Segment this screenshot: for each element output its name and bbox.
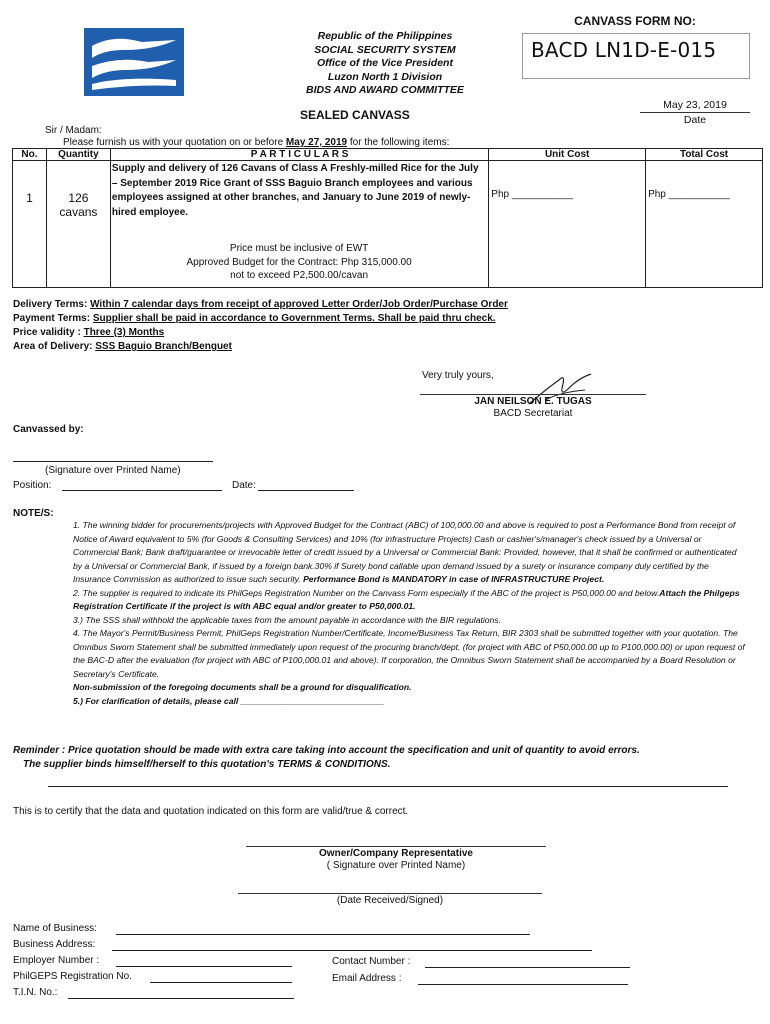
owner-signature-block[interactable]	[246, 846, 546, 872]
tin-label: T.I.N. No.:	[13, 987, 58, 998]
header-line: Luzon North 1 Division	[327, 70, 443, 83]
col-header-unit-cost: Unit Cost	[489, 149, 646, 161]
items-table	[12, 148, 763, 288]
furnish-instruction	[63, 137, 449, 148]
form-date-label: Date	[640, 112, 750, 126]
reminder-line-1: Reminder : Price quotation should be made with extra care taking into account the specification and unit of quantity to avoid errors.	[13, 745, 640, 756]
item-no: 1	[13, 161, 47, 288]
price-validity-label: Price validity :	[13, 327, 84, 338]
quantity-unit: cavans	[59, 205, 98, 219]
reminder-line-2: The supplier binds himself/herself to this quotation's TERMS & CONDITIONS.	[23, 759, 391, 770]
business-address-field[interactable]	[112, 950, 592, 951]
position-field[interactable]	[62, 490, 222, 491]
divider	[48, 786, 728, 787]
particulars-text: Supply and delivery of 126 Cavans of Class A Freshly-milled Rice for the July – September 2019 Rice Grant of SSS Baguio Branch employees and various employees assigned at other branches, and January to June 2019 of newly-hired employee.	[111, 163, 479, 218]
note-5: 5.) For clarification of details, please call ______________________________	[73, 695, 385, 706]
note-2-text: 2. The supplier is required to indicate its PhilGeps Registration Number on the Canvass Form especially if the ABC of the project is P50,000.00 and below.	[73, 587, 660, 598]
reminder	[13, 744, 753, 772]
note-1-text: 1. The winning bidder for procurements/projects with Approved Budget for the Contract (ABC) of 100,000.00 and above is required to post a Performance Bond from receipt of Notice of Award equivalent to 5% (for Goods & Consulting Services) and 10% (for infrastructure Projects) Cash or cashier's/manager's check issued by a Universal or Commercial Bank; Bank draft/guarantee or irrevocable letter of credit issued by a Universal or Commercial Bank: Provided, however, that it shall be confirmed or authenticated by a Universal or Commercial Bank, if issued by a foreign bank.30% if Surety bond callable upon demand issued by a surety or insurance company duly certified by the Insurance Commission as authorized to issue such security.	[73, 520, 737, 584]
ewt-note: Price must be inclusive of EWT	[229, 243, 369, 254]
deadline-date: May 27, 2019	[285, 137, 348, 148]
position-label: Position:	[13, 480, 52, 491]
canvass-form-no: BACD LN1D-E-015	[522, 33, 750, 79]
sealed-canvass-title: SEALED CANVASS	[300, 108, 410, 122]
unit-cost-field[interactable]: Php ___________	[489, 161, 646, 288]
sss-logo	[84, 28, 184, 96]
header-line: Republic of the Philippines	[317, 30, 453, 42]
philgeps-label: PhilGEPS Registration No.	[13, 971, 132, 982]
notes-list	[73, 519, 745, 708]
note-4: 4. The Mayor's Permit/Business Permit, PhilGeps Registration Number/Certificate, Income/Business Tax Return, BIR 2303 shall be submitted together with your quotation. The Omnibus Sworn Statement shall be submitted immediately upon request of the procuring branch/dept. (for project with ABC of P50,000.00 up to P100,000.00) or upon request of the BAC-D after the evaluation (for project with ABC of P100,000.01 and above). If corporation, the Omnibus Sworn Statement shall be accompanied by a Board Resolution or Secretary's Certificate.	[73, 628, 745, 679]
particulars-notes	[112, 242, 486, 287]
note-nonsubmission: Non-submission of the foregoing documents shall be a ground for disqualification.	[73, 682, 412, 692]
signature-caption: (Signature over Printed Name)	[45, 465, 181, 476]
closing: Very truly yours,	[422, 370, 494, 381]
furnish-post: for the following items:	[347, 137, 450, 148]
canvass-form-no-label: CANVASS FORM NO:	[574, 14, 696, 28]
canvasser-signature-line[interactable]	[13, 461, 213, 462]
form-date: May 23, 2019	[663, 99, 727, 111]
item-particulars	[110, 161, 488, 288]
email-address-label: Email Address :	[332, 973, 402, 984]
business-address-label: Business Address:	[13, 939, 96, 950]
col-header-particulars: P A R T I C U L A R S	[110, 149, 488, 161]
note-3: 3.) The SSS shall withhold the applicable taxes from the amount payable in accordance with the BIR regulations.	[73, 614, 502, 625]
header-line: BIDS AND AWARD COMMITTEE	[306, 84, 464, 96]
contact-number-label: Contact Number :	[332, 956, 411, 967]
salutation: Sir / Madam:	[45, 125, 102, 136]
signatory-position: BACD Secretariat	[493, 408, 573, 419]
delivery-terms-value: Within 7 calendar days from receipt of approved Letter Order/Job Order/Purchase Order	[90, 299, 508, 310]
furnish-pre: Please furnish us with your quotation on or before	[63, 137, 286, 148]
signatory-name: JAN NEILSON E. TUGAS	[420, 394, 646, 407]
area-of-delivery	[13, 340, 508, 354]
payment-terms	[13, 312, 508, 326]
table-row	[13, 161, 763, 288]
canvass-date-label: Date:	[232, 480, 256, 491]
col-header-total-cost: Total Cost	[646, 149, 763, 161]
header-line: Office of the Vice President	[317, 57, 453, 69]
notes-title: NOTE/S:	[13, 508, 54, 519]
note-1-emphasis: Performance Bond is MANDATORY in case of INFRASTRUCTURE Project.	[303, 574, 605, 584]
col-header-quantity: Quantity	[46, 149, 110, 161]
business-name-field[interactable]	[116, 934, 530, 935]
employer-number-label: Employer Number :	[13, 955, 100, 966]
area-of-delivery-value: SSS Baguio Branch/Benguet	[95, 341, 232, 352]
business-name-label: Name of Business:	[13, 923, 97, 934]
owner-title: Owner/Company Representative	[319, 848, 473, 859]
philgeps-field[interactable]	[150, 982, 292, 983]
item-quantity	[46, 161, 110, 288]
cap-note: not to exceed P2,500.00/cavan	[230, 270, 369, 281]
note-1	[73, 519, 745, 587]
tin-field[interactable]	[68, 998, 294, 999]
owner-caption: ( Signature over Printed Name)	[326, 860, 466, 871]
quantity-value: 126	[68, 191, 89, 205]
employer-number-field[interactable]	[116, 966, 292, 967]
email-address-field[interactable]	[418, 984, 628, 985]
price-validity	[13, 326, 508, 340]
table-header-row	[13, 149, 763, 161]
price-validity-value: Three (3) Months	[83, 327, 165, 338]
payment-terms-value: Supplier shall be paid in accordance to Government Terms. Shall be paid thru check.	[92, 313, 496, 324]
note-2	[73, 587, 745, 614]
header-line: SOCIAL SECURITY SYSTEM	[314, 43, 456, 56]
canvass-date-field[interactable]	[258, 490, 354, 491]
agency-header	[265, 30, 505, 98]
contact-number-field[interactable]	[425, 967, 630, 968]
date-received-field[interactable]: (Date Received/Signed)	[238, 893, 542, 906]
terms-block	[13, 298, 508, 354]
abc-note: Approved Budget for the Contract: Php 315,000.00	[186, 256, 412, 268]
delivery-terms-label: Delivery Terms:	[13, 299, 91, 310]
delivery-terms	[13, 298, 508, 312]
total-cost-field[interactable]: Php ___________	[646, 161, 763, 288]
certification-statement: This is to certify that the data and quotation indicated on this form are valid/true & correct.	[13, 806, 409, 817]
note-2-emphasis: Attach the Philgeps Registration Certificate if the project is with ABC equal and/or greater to P50,000.01.	[73, 587, 740, 611]
payment-terms-label: Payment Terms:	[13, 313, 93, 324]
col-header-no: No.	[13, 149, 47, 161]
canvassed-by-label: Canvassed by:	[13, 424, 84, 435]
area-of-delivery-label: Area of Delivery:	[13, 341, 96, 352]
